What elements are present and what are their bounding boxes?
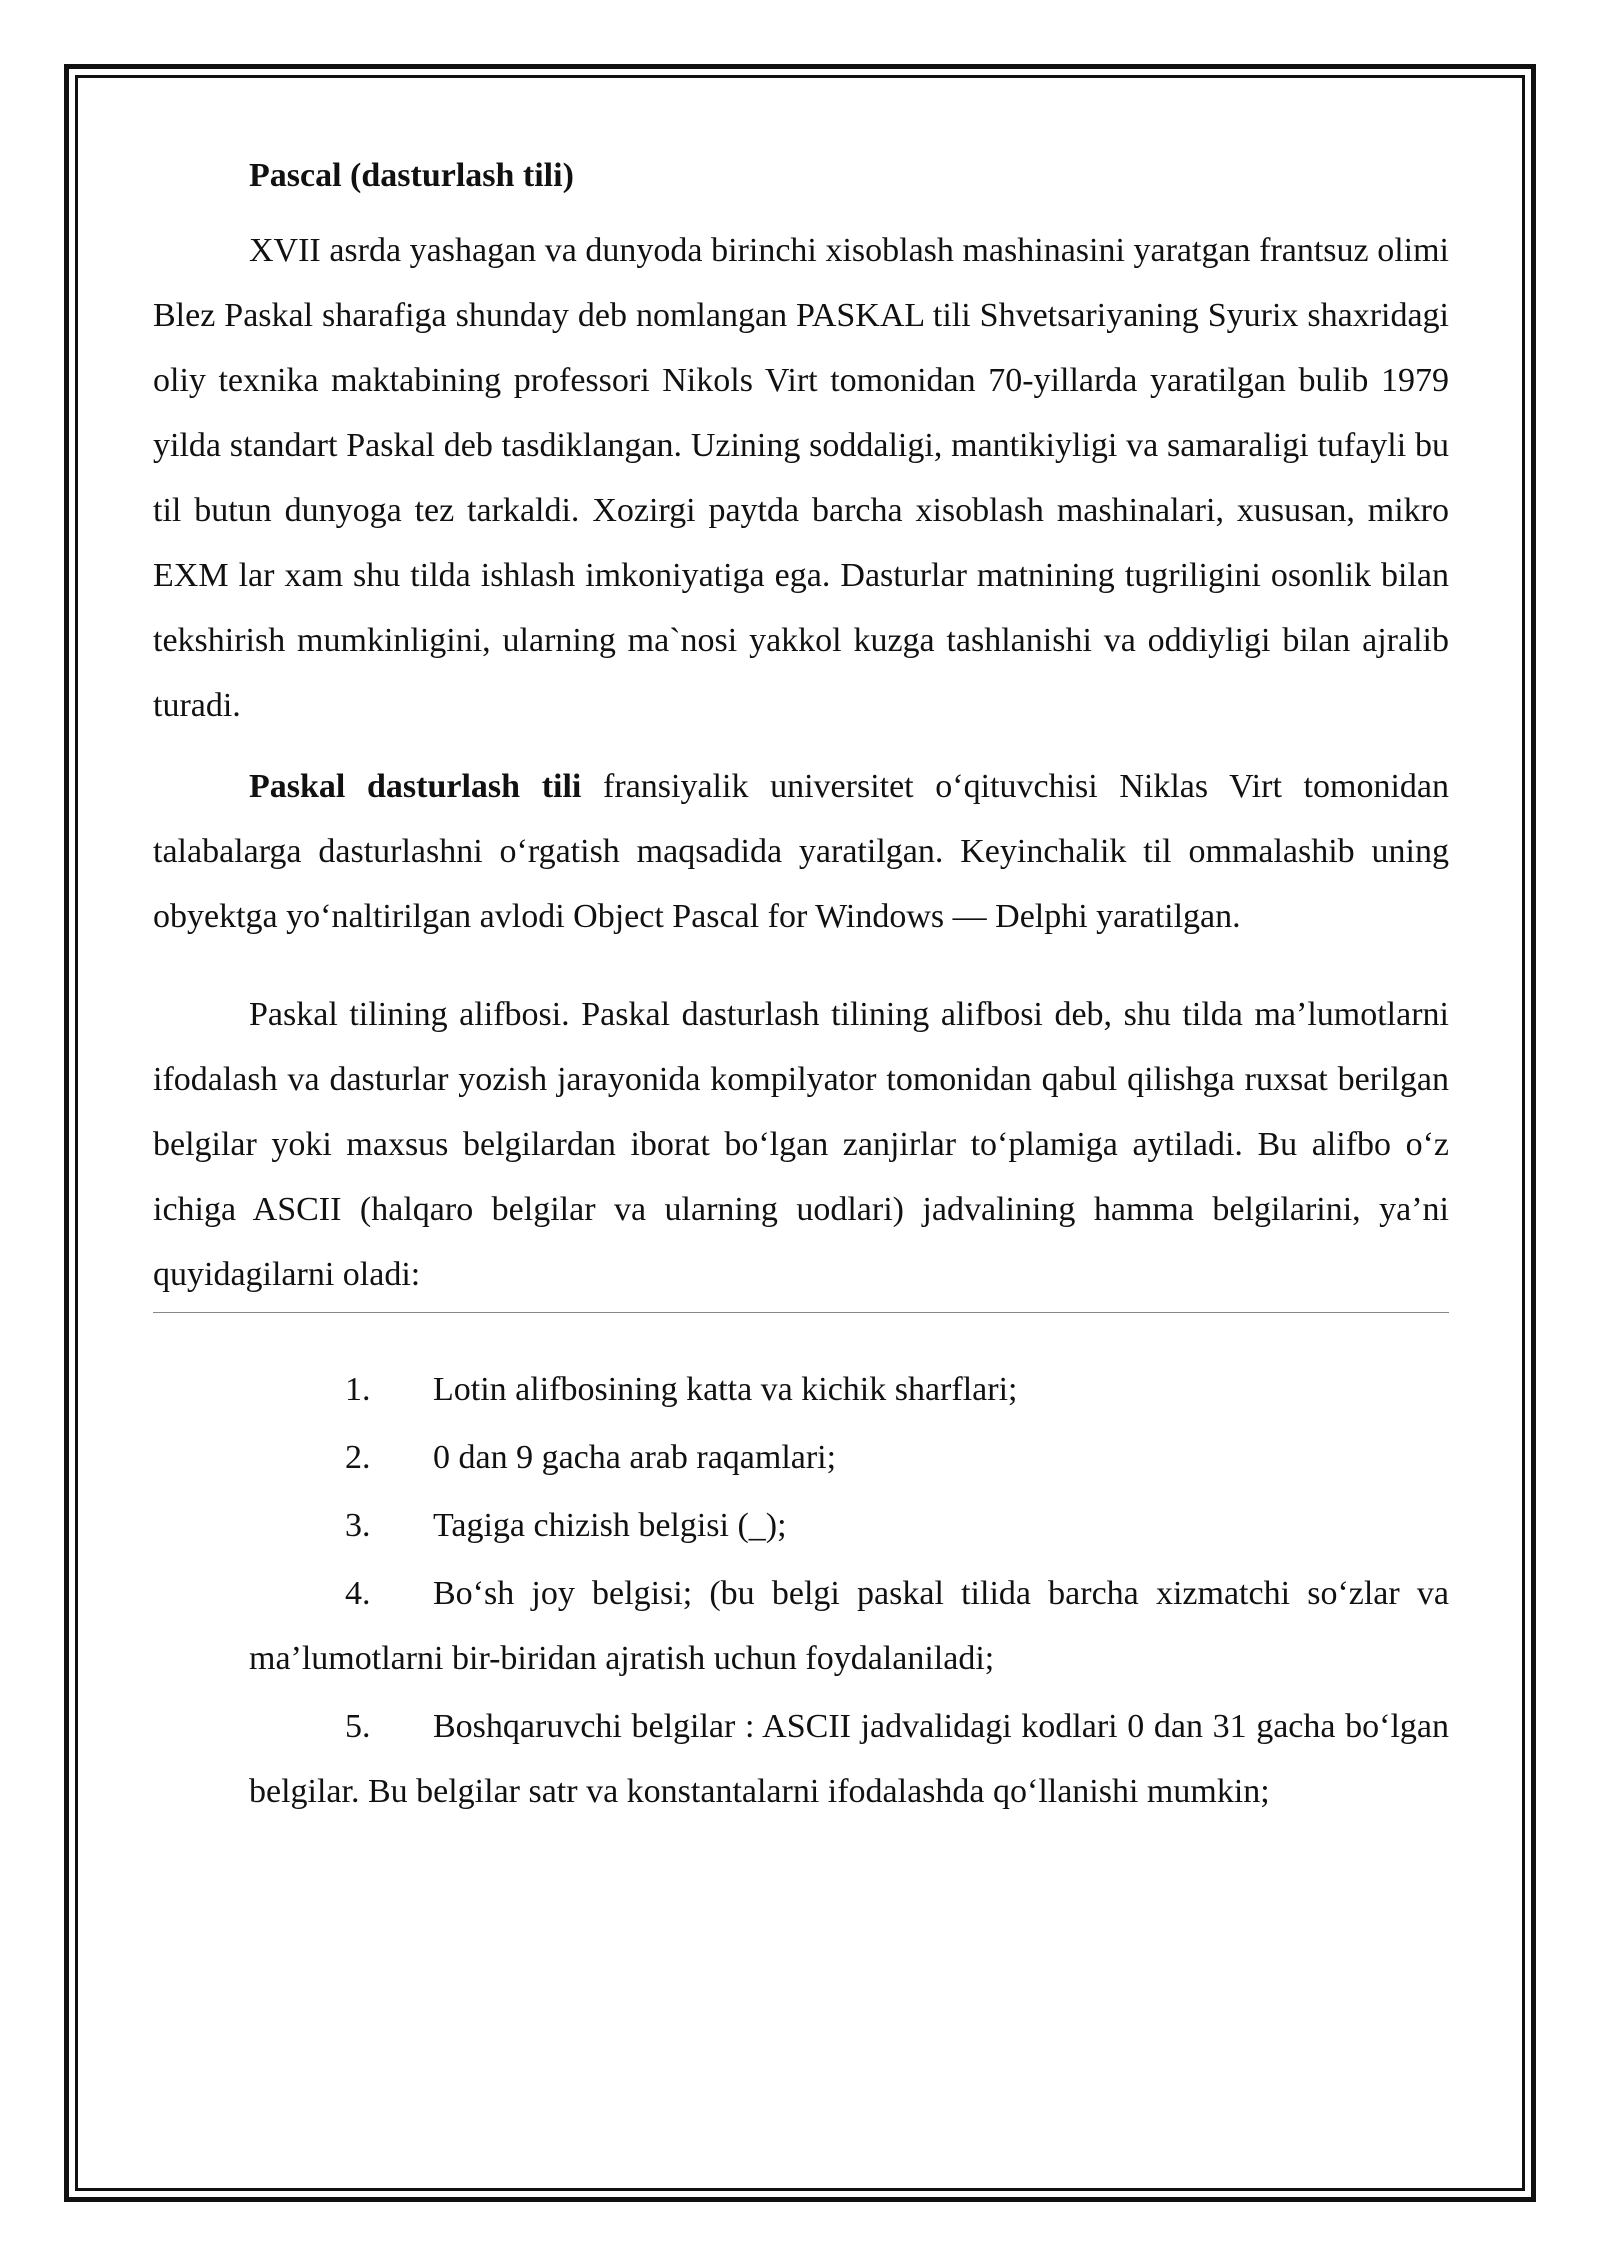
list-number: 1. xyxy=(345,1371,371,1408)
list-number: 4. xyxy=(345,1575,371,1612)
list-text: Tagiga chizish belgisi (_); xyxy=(433,1507,787,1544)
paskal-paragraph xyxy=(153,754,1449,949)
list-item xyxy=(249,1694,1449,1824)
list-item xyxy=(249,1493,1449,1558)
list-item xyxy=(249,1357,1449,1422)
document-body xyxy=(153,148,1449,1824)
list-text: 0 dan 9 gacha arab raqamlari; xyxy=(433,1439,837,1476)
alphabet-paragraph: Paskal tilining alifbosi. Paskal dasturlash tilining alifbosi deb, shu tilda ma’lumotlarni ifodalash va dasturlar yozish jarayonida kompilyator tomonidan qabul qilishga ruxsat berilgan belgilar yoki maxsus belgilardan iborat bo‘lgan zanjirlar to‘plamiga aytiladi. Bu alifbo o‘z ichiga ASCII (halqaro belgilar va ularning uodlari) jadvalining hamma belgilarini, ya’ni quyidagilarni oladi: xyxy=(153,996,1449,1293)
list-number: 5. xyxy=(345,1708,371,1745)
list-text: Lotin alifbosining katta va kichik sharflari; xyxy=(433,1371,1018,1408)
list-number: 2. xyxy=(345,1439,371,1476)
paskal-description: fransiyalik universitet o‘qituvchisi Niklas Virt tomonidan talabalarga dasturlashni o‘rgatish maqsadida yaratilgan. Keyinchalik til ommalashib uning obyektga yo‘naltirilgan avlodi Object Pascal for Windows — Delphi yaratilgan. xyxy=(153,768,1449,935)
list-text: Boshqaruvchi belgilar : ASCII jadvalidagi kodlari 0 dan 31 gacha bo‘lgan belgilar. Bu belgilar satr va konstantalarni ifodalashda qo‘llanishi mumkin; xyxy=(249,1708,1449,1810)
document-title: Pascal (dasturlash tili) xyxy=(249,157,574,194)
list-text: Bo‘sh joy belgisi; (bu belgi paskal tilida barcha xizmatchi so‘zlar va ma’lumotlarni bir-biridan ajratish uchun foydalaniladi; xyxy=(249,1575,1449,1677)
list-number: 3. xyxy=(345,1507,371,1544)
section-divider xyxy=(153,1312,1449,1313)
alphabet-list xyxy=(153,1357,1449,1824)
list-item xyxy=(249,1425,1449,1490)
intro-paragraph: XVII asrda yashagan va dunyoda birinchi xisoblash mashinasini yaratgan frantsuz olimi Blez Paskal sharafiga shunday deb nomlangan PASKAL tili Shvetsariyaning Syurix shaxridagi oliy texnika maktabining professori Nikols Virt tomonidan 70-yillarda yaratilgan bulib 1979 yilda standart Paskal deb tasdiklangan. Uzining soddaligi, mantikiyligi va samaraligi tufayli bu til butun dunyoga tez tarkaldi. Xozirgi paytda barcha xisoblash mashinalari, xususan, mikro EXM lar xam shu tilda ishlash imkoniyatiga ega. Dasturlar matnining tugriligini osonlik bilan tekshirish mumkinligini, ularning ma`nosi yakkol kuzga tashlanishi va oddiyligi bilan ajralib turadi. xyxy=(153,232,1449,724)
list-item xyxy=(249,1561,1449,1691)
paskal-term: Paskal dasturlash tili xyxy=(249,768,582,805)
